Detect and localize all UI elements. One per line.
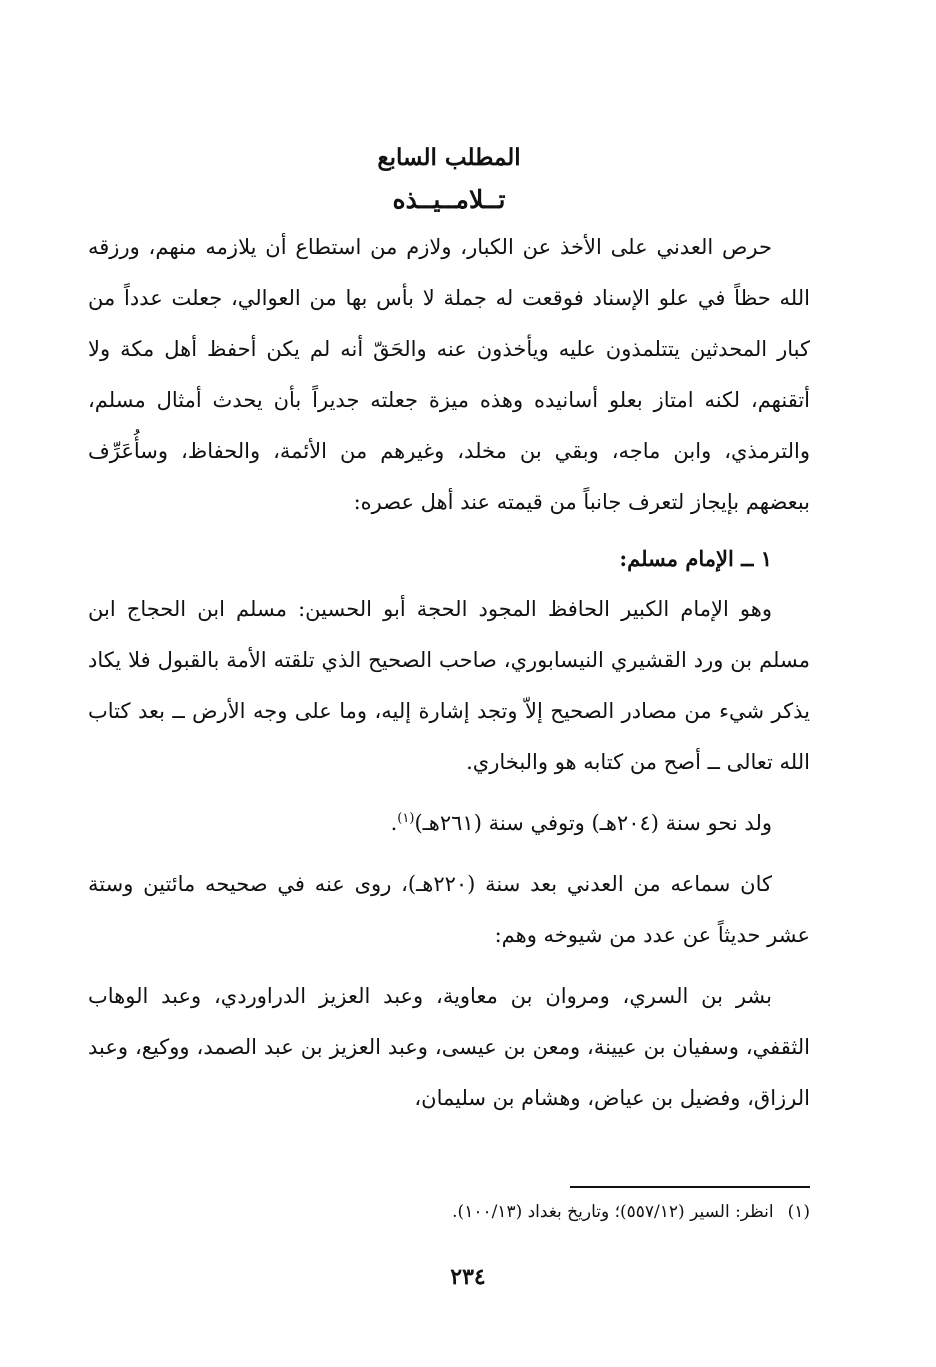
section-heading-imam-muslim: ١ ــ الإمام مسلم: xyxy=(619,546,772,571)
footnote-text: انظر: السير (٥٥٧/١٢)؛ وتاريخ بغداد (١٠٠/١٣). xyxy=(452,1202,774,1222)
birth-paragraph xyxy=(88,798,810,849)
section-label: المطلب السابع xyxy=(377,144,521,171)
bio-paragraph: وهو الإمام الكبير الحافظ المجود الحجة أبو الحسين: مسلم ابن الحجاج ابن مسلم بن ورد القشيري النيسابوري، صاحب الصحيح الذي تلقته الأمة بالقبول فلا يكاد يذكر شيء من مصادر الصحيح إلاّ وتجد إشارة إليه، وما على وجه الأرض ــ بعد كتاب الله تعالى ــ أصح من كتابه هو والبخاري. xyxy=(88,597,810,774)
footnote-reference[interactable]: (١) xyxy=(397,811,415,826)
footnote-number: (١) xyxy=(787,1202,810,1222)
page-body xyxy=(88,140,810,1124)
page-title: تــلامــيــذه xyxy=(392,185,506,214)
hearing-paragraph: كان سماعه من العدني بعد سنة (٢٢٠هـ)، روى عنه في صحيحه مائتين وستة عشر حديثاً عن عدد من شيوخه وهم: xyxy=(88,872,810,947)
teachers-paragraph: بشر بن السري، ومروان بن معاوية، وعبد العزيز الدراوردي، وعبد الوهاب الثقفي، وسفيان بن عيينة، ومعن بن عيسى، وعبد العزيز بن عبد الصمد، ووكيع، وعبد الرزاق، وفضيل بن عياض، وهشام بن سليمان، xyxy=(88,984,810,1110)
footnotes xyxy=(88,1186,810,1226)
birth-end: . xyxy=(390,811,398,835)
intro-paragraph: حرص العدني على الأخذ عن الكبار، ولازم من استطاع أن يلازمه منهم، ورزقه الله حظاً في علو الإسناد فوقعت له جملة لا بأس بها من العوالي، جعلت عدداً من كبار المحدثين يتتلمذون عليه ويأخذون عنه والحَقّ أنه لم يكن أحفظ أهل مكة ولا أتقنهم، لكنه امتاز بعلو أسانيده وهذه ميزة جعلته جديراً بأن يحدث أمثال مسلم، والترمذي، وابن ماجه، وبقي بن مخلد، وغيرهم من الأئمة، والحفاظ، وسأُعَرِّف ببعضهم بإيجاز لتعرف جانباً من قيمته عند أهل عصره: xyxy=(88,235,810,514)
footnote-item xyxy=(88,1198,810,1226)
footnote-divider xyxy=(570,1186,810,1188)
birth-text: ولد نحو سنة (٢٠٤هـ) وتوفي سنة (٢٦١هـ) xyxy=(414,811,772,835)
page-number: ٢٣٤ xyxy=(450,1264,486,1290)
